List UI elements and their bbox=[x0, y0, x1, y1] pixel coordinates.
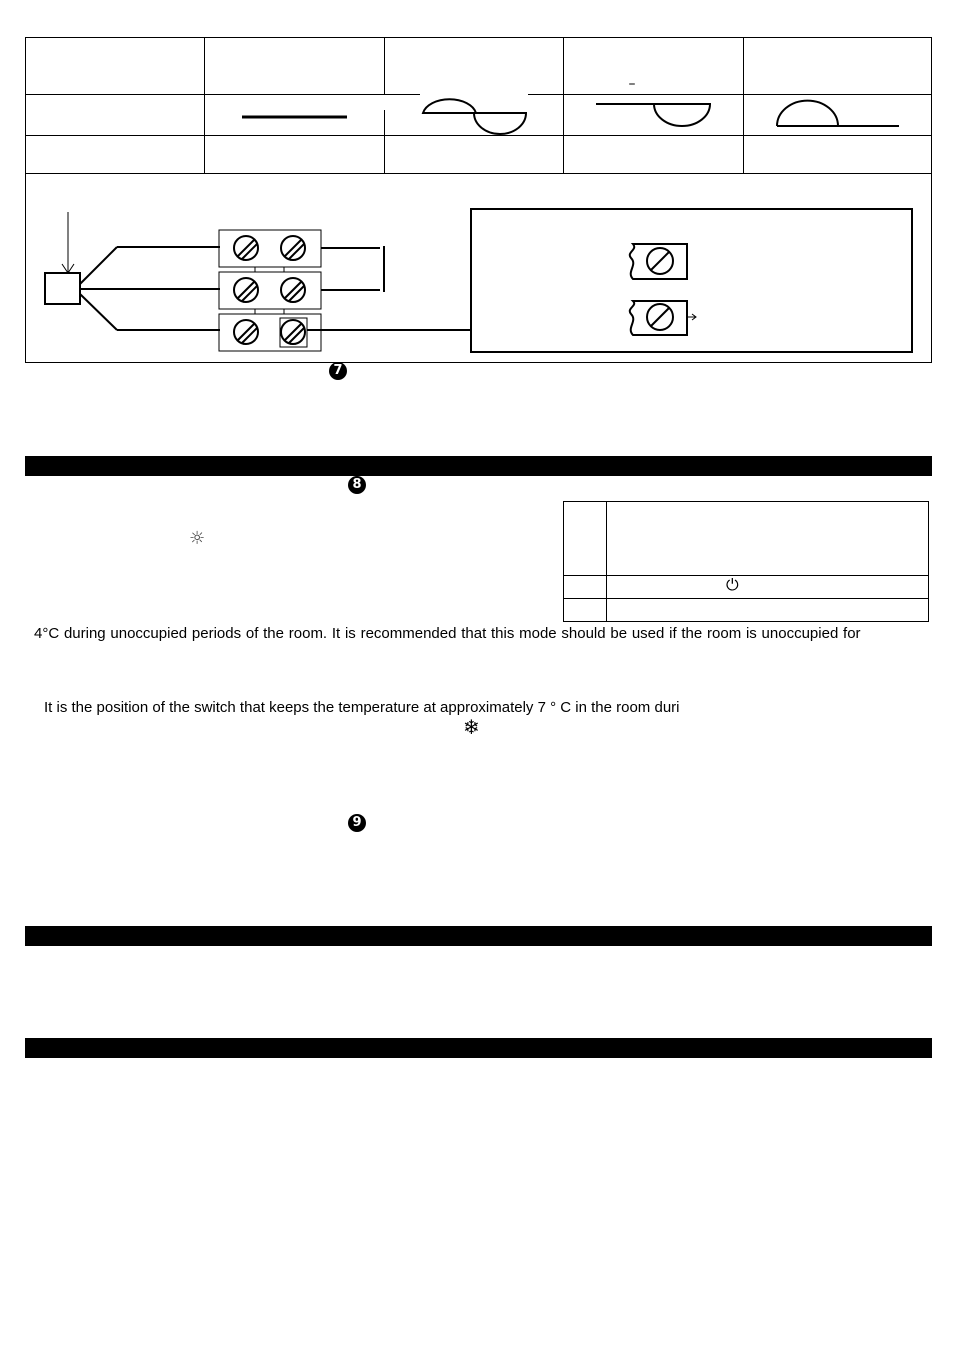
section-header-bar bbox=[25, 1038, 932, 1058]
frost-mode-text: It is the position of the switch that keeps the temperature at approximately 7 ° C in the room duri bbox=[44, 699, 680, 716]
dash-label: – bbox=[628, 76, 636, 92]
section-header-bar bbox=[25, 926, 932, 946]
snowflake-icon: ❄ bbox=[463, 715, 480, 739]
waveform-eco bbox=[423, 99, 526, 134]
wiring-diagram bbox=[45, 209, 912, 352]
eco-mode-text: 4°C during unoccupied periods of the room. It is recommended that this mode should be used if the room is unoccupied for bbox=[34, 625, 861, 642]
callout-marker-7: 7 bbox=[329, 362, 347, 380]
mode-table bbox=[560, 498, 932, 626]
waveform-frost bbox=[596, 104, 711, 126]
callout-marker-8: 8 bbox=[348, 476, 366, 494]
table-border bbox=[26, 38, 932, 363]
pilot-wire-table bbox=[0, 0, 954, 370]
sun-icon: ☼ bbox=[189, 528, 206, 549]
waveform-off bbox=[777, 101, 899, 126]
section-header-bar bbox=[25, 456, 932, 476]
callout-marker-9: 9 bbox=[348, 814, 366, 832]
power-icon: ⏻ bbox=[726, 575, 739, 594]
